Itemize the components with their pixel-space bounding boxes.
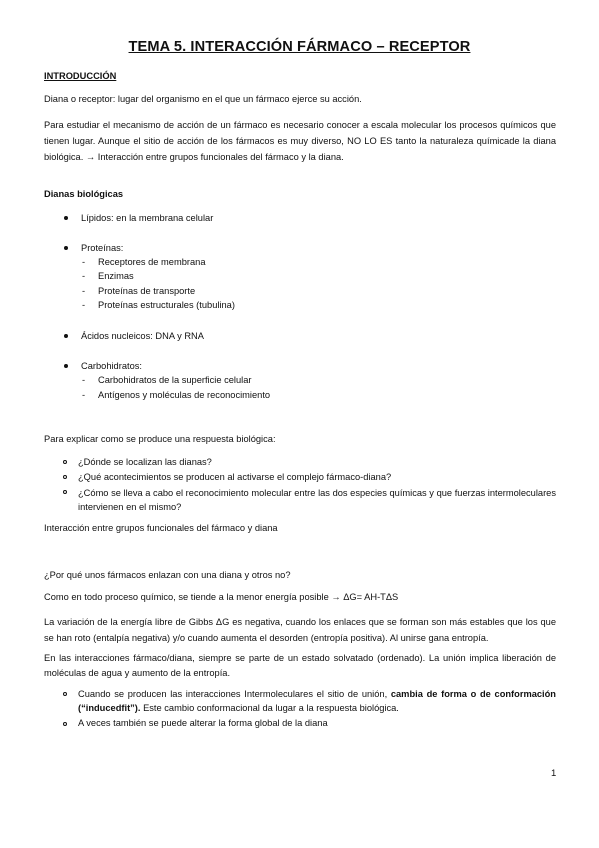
circle-bullet-icon xyxy=(63,490,67,494)
cuando-text-a: Cuando se producen las interacciones Intermoleculares el sitio de unión, xyxy=(78,689,391,699)
page-number: 1 xyxy=(551,768,557,779)
sublist-item: Antígenos y moléculas de reconocimiento xyxy=(98,390,271,400)
page-title: TEMA 5. INTERACCIÓN FÁRMACO – RECEPTOR xyxy=(128,39,471,55)
diana-definition: Diana o receptor: lugar del organismo en el que un fármaco ejerce su acción. xyxy=(44,94,362,104)
bullet-icon xyxy=(64,246,68,250)
bullet-icon xyxy=(64,216,68,220)
bullet-icon xyxy=(64,364,68,368)
para-explicar: Para explicar como se produce una respuesta biológica: xyxy=(44,434,276,444)
list-item-carbohidratos: Carbohidratos: xyxy=(81,361,142,371)
variacion-paragraph: La variación de la energía libre de Gibbs ΔG es negativa, cuando los enlaces que se forman son más estables que los que se han roto (entalpía negativa) y/o cuando aumenta el desorden (entropía positiva). Al unirse gana entropía. xyxy=(44,617,556,643)
sublist-item: Enzimas xyxy=(98,271,134,281)
question-item: ¿Cómo se lleva a cabo el reconocimiento molecular entre las dos especies químicas y que fuerzas intermoleculares intervienen en el mismo? xyxy=(78,488,556,512)
dash-icon: - xyxy=(82,390,86,400)
dash-icon: - xyxy=(82,375,86,385)
dash-icon: - xyxy=(82,271,86,281)
circle-bullet-icon xyxy=(63,475,67,479)
circle-bullet-icon xyxy=(63,460,67,464)
cuando-item xyxy=(78,687,556,715)
circle-bullet-icon xyxy=(63,692,67,696)
bullet-icon xyxy=(64,334,68,338)
intro-paragraph: Para estudiar el mecanismo de acción de un fármaco es necesario conocer a escala molecular los procesos químicos que tienen lugar. Aunque el sitio de acción de los fármacos es muy diverso, NO LO ES tanto la naturaleza químicade la diana biológica. → Interacción entre grupos funcionales del fármaco y la diana. xyxy=(44,120,556,162)
list-item-lipidos: Lípidos: en la membrana celular xyxy=(81,213,214,223)
por-que-question: ¿Por qué unos fármacos enlazan con una diana y otros no? xyxy=(44,570,291,580)
dash-icon: - xyxy=(82,300,86,310)
en-las-paragraph: En las interacciones fármaco/diana, siempre se parte de un estado solvatado (ordenado). La unión implica liberación de moléculas de agua y aumento de la entropía. xyxy=(44,653,556,678)
intro-heading: INTRODUCCIÓN xyxy=(44,71,117,81)
dash-icon: - xyxy=(82,286,86,296)
sublist-item: Receptores de membrana xyxy=(98,257,206,267)
dianas-heading: Dianas biológicas xyxy=(44,189,124,199)
list-item-acidos: Ácidos nucleicos: DNA y RNA xyxy=(81,331,204,341)
circle-bullet-icon xyxy=(63,722,67,726)
dash-icon: - xyxy=(82,257,86,267)
cuando-text-bold: cambia de forma o de conformación (“inducedfit”). xyxy=(78,689,556,713)
sublist-item: Proteínas estructurales (tubulina) xyxy=(98,300,235,310)
sublist-item: Proteínas de transporte xyxy=(98,286,196,296)
question-item: ¿Qué acontecimientos se producen al activarse el complejo fármaco-diana? xyxy=(78,472,392,482)
cuando-text-c: Este cambio conformacional da lugar a la respuesta biológica. xyxy=(140,703,399,713)
como-en-line: Como en todo proceso químico, se tiende a la menor energía posible → ΔG= AH-TΔS xyxy=(44,592,399,602)
interaccion-line: Interacción entre grupos funcionales del fármaco y diana xyxy=(44,523,278,533)
list-item-proteinas: Proteínas: xyxy=(81,243,124,253)
a-veces-item: A veces también se puede alterar la forma global de la diana xyxy=(78,718,328,728)
question-item: ¿Dónde se localizan las dianas? xyxy=(78,457,212,467)
sublist-item: Carbohidratos de la superficie celular xyxy=(98,375,252,385)
